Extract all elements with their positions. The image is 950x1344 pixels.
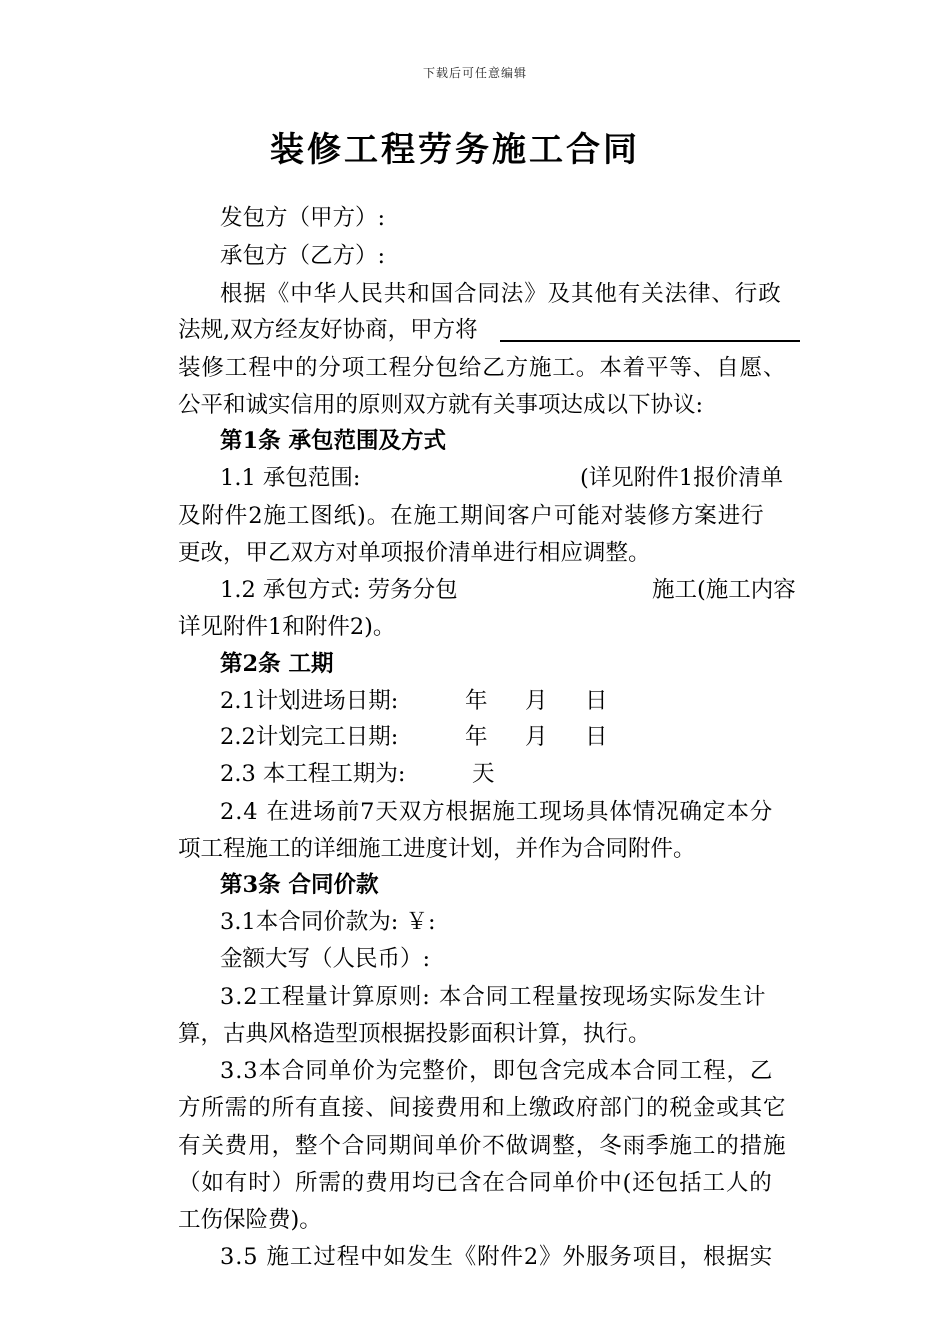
paragraph-line: 算，古典风格造型顶根据投影面积计算，执行。 — [178, 1021, 651, 1047]
paragraph-line: 方所需的所有直接、间接费用和上缴政府部门的税金或其它 — [178, 1095, 787, 1121]
paragraph-line: 工伤保险费)。 — [178, 1207, 322, 1233]
article-2-heading: 第2条 工期 — [220, 651, 334, 677]
year-label: 年 — [465, 688, 488, 714]
clause-2-3: 2.3 本工程工期为: — [220, 761, 406, 787]
clause-2-2: 2.2计划完工日期: — [220, 724, 399, 750]
paragraph-line: 有关费用，整个合同期间单价不做调整，冬雨季施工的措施 — [178, 1133, 787, 1159]
clause-3-2: 3.2工程量计算原则: 本合同工程量按现场实际发生计 — [220, 984, 767, 1010]
party-a-line: 发包方（甲方）: — [220, 205, 386, 231]
paragraph-line: 更改，甲乙双方对单项报价清单进行相应调整。 — [178, 540, 651, 566]
clause-3-3: 3.3本合同单价为完整价，即包含完成本合同工程，乙 — [220, 1058, 774, 1084]
clause-1-1: 1.1 承包范围: — [220, 465, 361, 491]
document-title: 装修工程劳务施工合同 — [270, 130, 640, 170]
clause-1-2: 1.2 承包方式: 劳务分包 — [220, 577, 458, 603]
day-label: 日 — [585, 688, 608, 714]
clause-2-1: 2.1计划进场日期: — [220, 688, 399, 714]
party-b-line: 承包方（乙方）: — [220, 243, 386, 269]
paragraph-line: 法规,双方经友好协商，甲方将 — [178, 317, 478, 343]
paragraph-line: 根据《中华人民共和国合同法》及其他有关法律、行政 — [220, 281, 782, 307]
clause-3-1: 3.1本合同价款为: ￥: — [220, 909, 436, 935]
year-label: 年 — [465, 724, 488, 750]
paragraph-line: 公平和诚实信用的原则双方就有关事项达成以下协议: — [178, 392, 704, 418]
month-label: 月 — [525, 688, 548, 714]
paragraph-line: 详见附件1和附件2)。 — [178, 614, 396, 640]
page-header: 下载后可任意编辑 — [422, 66, 527, 80]
project-name-blank — [500, 340, 800, 342]
article-1-heading: 第1条 承包范围及方式 — [220, 428, 446, 454]
clause-1-2-tail: 施工(施工内容 — [652, 577, 796, 603]
days-label: 天 — [472, 761, 495, 787]
amount-in-words: 金额大写（人民币）: — [220, 946, 431, 972]
paragraph-line: （如有时）所需的费用均已含在合同单价中(还包括工人的 — [178, 1170, 773, 1196]
paragraph-line: 装修工程中的分项工程分包给乙方施工。本着平等、自愿、 — [178, 355, 787, 381]
month-label: 月 — [525, 724, 548, 750]
paragraph-line: 及附件2施工图纸)。在施工期间客户可能对装修方案进行 — [178, 503, 765, 529]
day-label: 日 — [585, 724, 608, 750]
article-3-heading: 第3条 合同价款 — [220, 872, 379, 898]
clause-1-1-note: (详见附件1报价清单 — [580, 465, 784, 491]
clause-3-5: 3.5 施工过程中如发生《附件2》外服务项目，根据实 — [220, 1244, 774, 1270]
paragraph-line: 项工程施工的详细施工进度计划，并作为合同附件。 — [178, 836, 696, 862]
clause-2-4: 2.4 在进场前7天双方根据施工现场具体情况确定本分 — [220, 799, 774, 825]
